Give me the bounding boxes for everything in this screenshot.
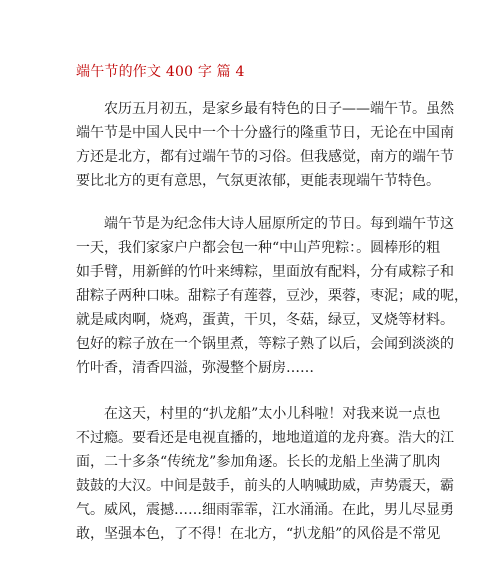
paragraph-line: 气。威风，震撼……细雨霏霏，江水涌涌。在此，男儿尽显勇 <box>76 502 454 518</box>
paragraph-line: 鼓鼓的大汉。中间是鼓手，前头的人呐喊助威，声势震天，霸 <box>76 478 454 494</box>
paragraph-line: 如手臂，用新鲜的竹叶来缚粽，里面放有配料，分有咸粽子和 <box>76 264 454 280</box>
document-title: 端午节的作文 400 字 篇 4 <box>76 64 245 80</box>
paragraph-line: 就是咸肉啊，烧鸡，蛋黄，干贝，冬菇，绿豆，叉烧等材料。 <box>76 312 454 328</box>
paragraph-line: 在这天，村里的“扒龙船”太小儿科啦！对我来说一点也 <box>76 406 441 422</box>
paragraph-line: 竹叶香，清香四溢，弥漫整个厨房…… <box>76 360 314 376</box>
paragraph-line: 不过瘾。要看还是电视直播的，地地道道的龙舟赛。浩大的江 <box>76 430 454 446</box>
paragraph-3 <box>76 402 454 546</box>
paragraph-line: 端午节是为纪念伟大诗人屈原所定的节日。每到端午节这 <box>76 216 454 232</box>
paragraph-line: 要比北方的更有意思，气氛更浓郁，更能表现端午节特色。 <box>76 173 440 189</box>
paragraph-line: 方还是北方，都有过端午节的习俗。但我感觉，南方的端午节 <box>76 149 454 165</box>
paragraph-line: 面，二十多条“传统龙”参加角逐。长长的龙船上坐满了肌肉 <box>76 454 441 470</box>
paragraph-line: 甜粽子两种口味。甜粽子有莲蓉，豆沙，栗蓉，枣泥；咸的呢， <box>76 288 468 304</box>
paragraph-2 <box>76 212 468 380</box>
paragraph-line: 包好的粽子放在一个锅里煮，等粽子熟了以后，会闻到淡淡的 <box>76 336 454 352</box>
paragraph-line: 端午节是中国人民中一个十分盛行的隆重节日，无论在中国南 <box>76 125 454 141</box>
paragraph-1 <box>76 97 454 193</box>
paragraph-line: 一天，我们家家户户都会包一种“中山芦兜粽：。圆棒形的粗 <box>76 240 441 256</box>
paragraph-line: 敢，坚强本色，了不得！在北方，“扒龙船”的风俗是不常见 <box>76 526 441 542</box>
paragraph-line: 农历五月初五，是家乡最有特色的日子——端午节。虽然 <box>76 101 454 117</box>
